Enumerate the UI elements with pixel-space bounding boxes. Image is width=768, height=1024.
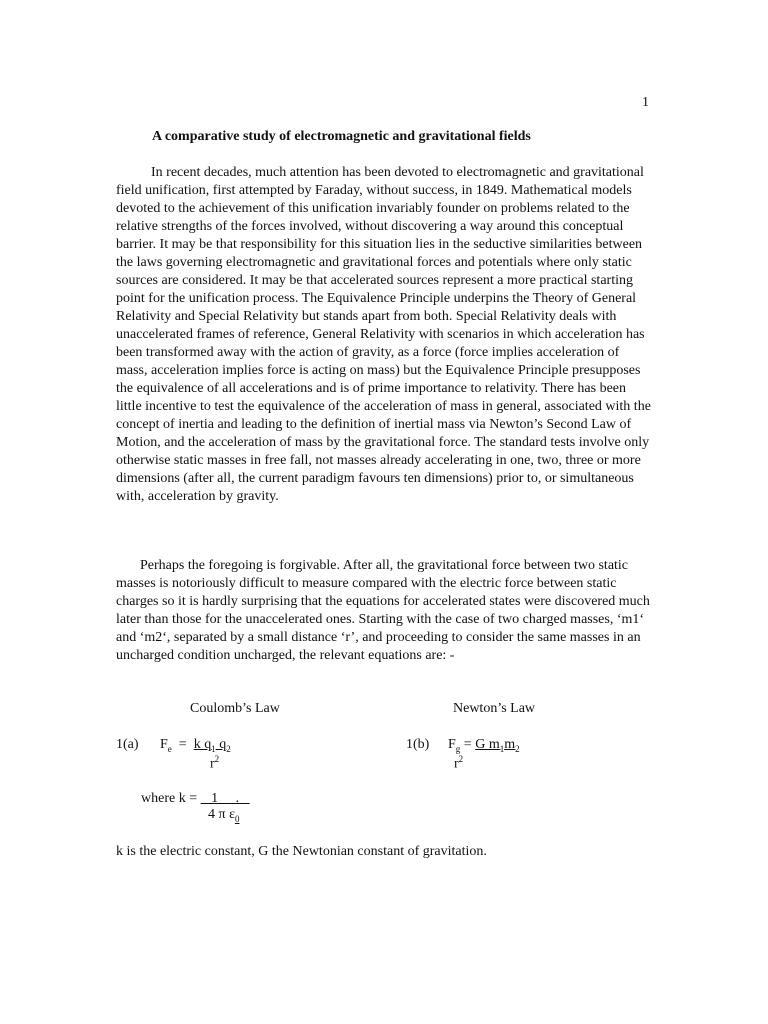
equation-number: 1(b)	[406, 737, 430, 752]
equation-numerator: G $m_1m_2$	[475, 737, 520, 754]
where-k-line: where k = 1 .	[141, 791, 250, 806]
equation-coulomb	[116, 736, 316, 772]
equation-denominator: $r^2$	[454, 754, 464, 772]
equation-lhs: $F_e = k$ $q_1$ $q_2$	[160, 737, 231, 754]
paper-title: A comparative study of electromagnetic and gravitational fields	[152, 129, 531, 144]
constant-definition: k is the electric constant, G the Newtonian constant of gravitation.	[116, 844, 487, 859]
page-number: 1	[642, 95, 649, 110]
where-denominator: 4 π $\varepsilon_0$	[208, 807, 240, 824]
paragraph-forces: Perhaps the foregoing is forgivable. After all, the gravitational force between two static masses is notoriously difficult to measure compared with the electric force between static charges so it is hardly surprising that the equations for accelerated states were discovered much later than those for the unaccelerated ones. Starting with the case of two charged masses, ‘m1‘ and ‘m2‘, separated by a small distance ‘r’, and proceeding to consider the same masses in an uncharged condition uncharged, the relevant equations are: -	[116, 558, 650, 663]
where-numerator: 1 .	[200, 791, 250, 806]
paragraph-intro: In recent decades, much attention has been devoted to electromagnetic and gravitational field unification, first attempted by Faraday, without success, in 1849. Mathematical models devoted to the achievement of this unification invariably founder on problems related to the relative strengths of the forces involved, without discovering a way around this conceptual barrier. It may be that responsibility for this situation lies in the seductive similarities between the laws governing electromagnetic and gravitational forces and potentials where only static sources are considered. It may be that accelerated sources represent a more practical starting point for the unification process. The Equivalence Principle underpins the Theory of General Relativity and Special Relativity but stands apart from both. Special Relativity deals with unaccelerated frames of reference, General Relativity with scenarios in which acceleration has been transformed away with the action of gravity, as a force (force implies acceleration of mass, acceleration implies force is acting on mass) but the Equivalence Principle presupposes the equivalence of all accelerations and is of prime importance to relativity. There has been little incentive to test the equivalence of the acceleration of mass in general, associated with the concept of inertia and leading to the definition of inertial mass via Newton’s Second Law of Motion, and the acceleration of mass by the gravitational force. The standard tests involve only otherwise static masses in free fall, not masses already accelerating in one, two, three or more dimensions (after all, the current paradigm favours ten dimensions) prior to, or simultaneous with, acceleration by gravity.	[116, 165, 651, 504]
equation-number: 1(a)	[116, 737, 139, 752]
equation-numerator: k $q_1$ $q_2$	[193, 737, 231, 754]
newton-law-heading: Newton’s Law	[453, 701, 536, 716]
coulomb-law-heading: Coulomb’s Law	[190, 701, 280, 716]
equation-lhs: $F_g = G$ $m_1m_2$	[448, 737, 520, 754]
equation-newton	[406, 736, 606, 772]
equation-denominator: $r^2$	[210, 754, 220, 772]
